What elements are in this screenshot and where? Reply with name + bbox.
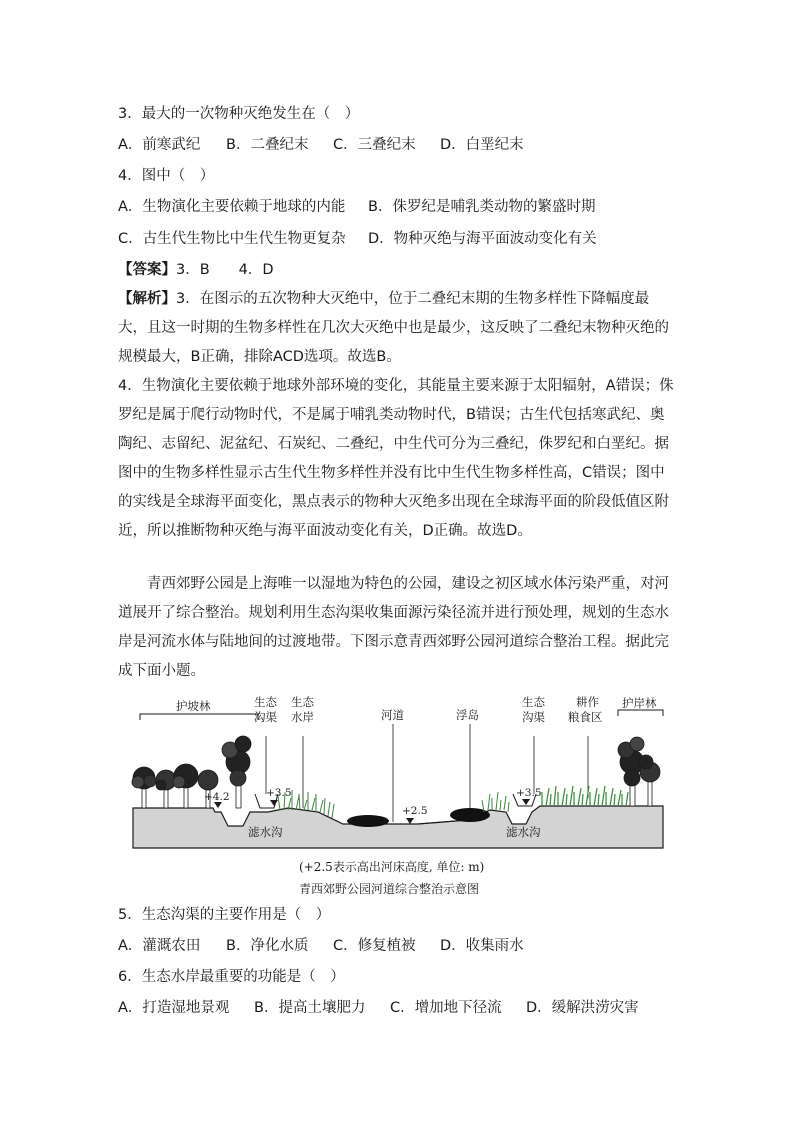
q4-options-row1 xyxy=(118,197,595,217)
height-35-right: +3.5 xyxy=(516,787,542,799)
label-shengtai-1: 生态 xyxy=(254,695,277,709)
label-lvshuigou-right: 滤水沟 xyxy=(506,825,541,839)
q5-option-d: D．收集雨水 xyxy=(440,938,524,954)
label-lvshuigou-left: 滤水沟 xyxy=(248,825,283,839)
marker-35-left xyxy=(270,800,278,806)
label-liangshiqu: 粮食区 xyxy=(568,710,603,724)
height-25: +2.5 xyxy=(402,805,428,817)
tree-row-right xyxy=(618,737,660,806)
q3-option-b: B．二叠纪末 xyxy=(226,137,309,153)
huanlin-bracket xyxy=(618,710,663,716)
q5-stem: 5．生态沟渠的主要作用是（ ） xyxy=(118,907,331,923)
q6-option-c: C．增加地下径流 xyxy=(390,1000,502,1016)
q3-options xyxy=(118,135,524,155)
label-gengzuo: 耕作 xyxy=(576,695,599,709)
q6-options xyxy=(118,998,639,1018)
height-35-left: +3.5 xyxy=(266,787,292,799)
label-shuian: 水岸 xyxy=(291,710,314,724)
answer-text: 3．B 4．D xyxy=(176,262,274,278)
q4-option-b: B．侏罗纪是哺乳类动物的繁盛时期 xyxy=(368,199,596,215)
ground-profile xyxy=(133,806,663,848)
intro-paragraph: 青西郊野公园是上海唯一以湿地为特色的公园，建设之初区域水体污染严重，对河道展开了综合整治。规划利用生态沟渠收集面源污染径流并进行预处理，规划的生态水岸是河流水体与陆地间的过渡地带。下图示意青西郊野公园河道综合整治工程。据此完成下面小题。 xyxy=(118,576,669,679)
q6-option-b: B．提高土壤肥力 xyxy=(254,1000,366,1016)
analysis-q4: 4．生物演化主要依赖于地球外部环境的变化，其能量主要来源于太阳辐射，A错误；侏罗纪是属于爬行动物时代，不是属于哺乳类动物时代，B错误；古生代包括寒武纪、奥陶纪、志留纪、泥盆纪、石炭纪、二叠纪，中生代可分为三叠纪，侏罗纪和白垩纪。据图中的生物多样性显示古生代生物多样性并没有比中生代生物多样性高，C错误；图中的实线是全球海平面变化，黑点表示的物种大灭绝多出现在全球海平面的阶段低值区附近，所以推断物种灭绝与海平面波动变化有关，D正确。故选D。 xyxy=(118,378,674,539)
q4-stem: 4．图中（ ） xyxy=(118,168,215,184)
farmland-crops xyxy=(542,786,628,806)
tree-3 xyxy=(173,764,198,808)
q6-stem: 6．生态水岸最重要的功能是（ ） xyxy=(118,969,345,985)
analysis-label: 【解析】 xyxy=(118,291,176,307)
floating-island-left xyxy=(347,815,389,827)
label-gouqu-2: 沟渠 xyxy=(522,710,545,724)
analysis-q3-text: 3．在图示的五次物种大灭绝中，位于二叠纪末期的生物多样性下降幅度最大，且这一时期的生物多样性在几次大灭绝中也是最少，这反映了二叠纪末物种灭绝的规模最大，B正确，排除ACD选项。故选B。 xyxy=(118,291,669,365)
label-gouqu-1: 沟渠 xyxy=(254,710,277,724)
q5-option-c: C．修复植被 xyxy=(333,938,416,954)
marker-25 xyxy=(406,818,414,824)
tree-row-left xyxy=(132,736,251,808)
answer-line xyxy=(118,260,274,280)
answer-label: 【答案】 xyxy=(118,262,176,278)
q3-stem: 3．最大的一次物种灭绝发生在（ ） xyxy=(118,106,360,122)
hupolin-bracket xyxy=(140,714,258,720)
label-huanlin: 护岸林 xyxy=(622,696,657,710)
q3-option-d: D．白垩纪末 xyxy=(440,137,524,153)
q6-option-d: D．缓解洪涝灾害 xyxy=(526,1000,639,1016)
label-hedao: 河道 xyxy=(381,708,404,722)
grass-shore-right xyxy=(482,792,509,812)
q3-option-a: A．前寒武纪 xyxy=(118,137,201,153)
label-shengtai-2: 生态 xyxy=(291,695,314,709)
tree-7 xyxy=(639,755,660,806)
label-shengtai-3: 生态 xyxy=(522,695,545,709)
analysis-q3 xyxy=(118,285,678,372)
tree-2 xyxy=(156,770,176,808)
label-hupolin: 护坡林 xyxy=(176,699,211,713)
figure-note: (+2.5表示高出河床高度, 单位: m) xyxy=(299,860,485,874)
q5-options xyxy=(118,936,524,956)
q5-option-a: A．灌溉农田 xyxy=(118,938,201,954)
q4-option-c: C．古生代生物比中生代生物更复杂 xyxy=(118,231,346,247)
q4-option-d: D．物种灭绝与海平面波动变化有关 xyxy=(368,231,597,247)
height-42: +4.2 xyxy=(204,791,230,803)
q5-option-b: B．净化水质 xyxy=(226,938,309,954)
figure-caption: 青西郊野公园河道综合整治示意图 xyxy=(299,882,480,896)
tree-1 xyxy=(132,767,156,808)
q6-option-a: A．打造湿地景观 xyxy=(118,1000,230,1016)
q4-option-a: A．生物演化主要依赖于地球的内能 xyxy=(118,199,346,215)
q3-option-c: C．三叠纪末 xyxy=(333,137,416,153)
q4-options-row2 xyxy=(118,229,597,249)
marker-35-right xyxy=(522,799,530,805)
label-fudao: 浮岛 xyxy=(456,708,479,722)
